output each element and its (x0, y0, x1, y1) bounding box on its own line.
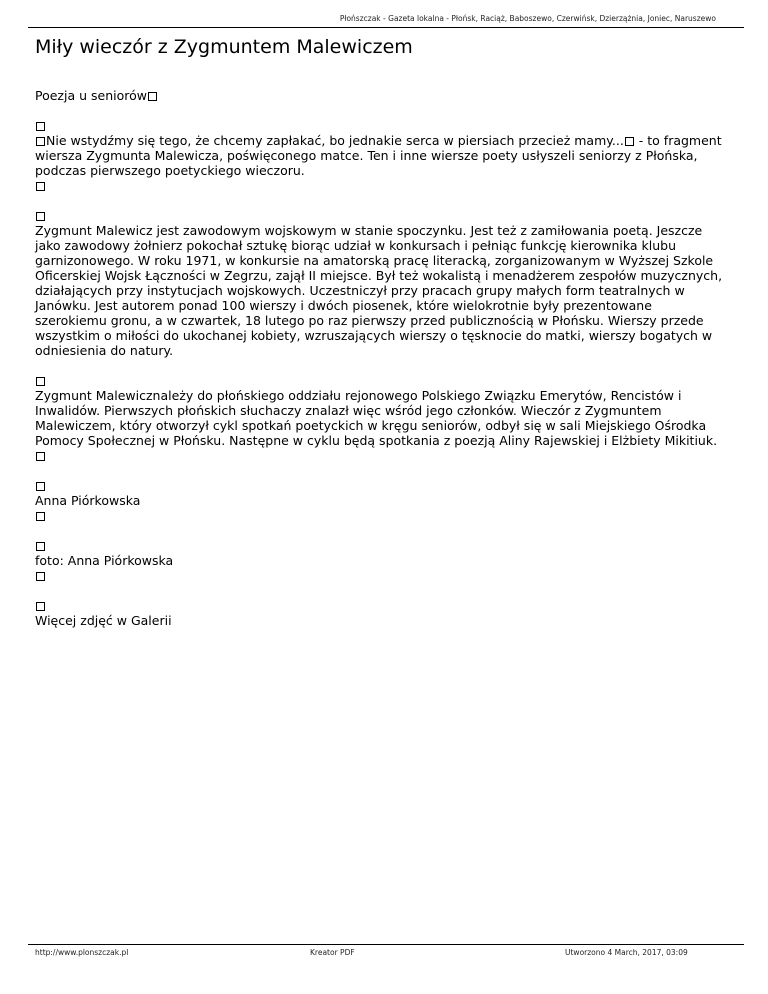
footer-divider (28, 944, 744, 945)
missing-glyph-icon (36, 452, 45, 461)
article-paragraph-bio: Zygmunt Malewicz jest zawodowym wojskowym w stanie spoczynku. Jest też z zamiłowania poetą. Jeszcze jako zawodowy żołnierz pokochał sztukę biorąc udział w konkursach i pełniąc funkcję kierownika klubu garnizonowego. W roku 1971, w konkursie na amatorską pracę literacką, zorganizowanym w Wyższej Szkole Oficerskiej Wojsk Łączności w Zegrzu, zajął II miejsce. Był też wokalistą i menadżerem zespołów muzycznych, działających przy instytucjach wojskowych. Uczestniczył przy pracach grupy małych form teatralnych w Janówku. Jest autorem ponad 100 wierszy i dwóch piosenek, które wielokrotnie były prezentowane szerokiemu gronu, a w czwartek, 18 lutego po raz pierwszy przed publicznością w Płońsku. Wierszy przede wszystkim o miłości do ukochanej kobiety, wzruszających wierszy o tęsknocie do matki, wierszy bogatych w odniesienia do natury. (35, 223, 723, 358)
article-body (35, 88, 725, 628)
missing-glyph-icon (36, 572, 45, 581)
article-lead: Poezja u seniorów (35, 88, 725, 103)
missing-glyph-icon (36, 602, 45, 611)
missing-glyph-icon (36, 512, 45, 521)
poem-quote: Nie wstydźmy się tego, że chcemy zapłakać, bo jednakie serca w piersiach przecież mamy... (46, 133, 624, 148)
article-title: Miły wieczór z Zygmuntem Malewiczem (35, 36, 413, 58)
article-author: Anna Piórkowska (35, 493, 141, 508)
footer-generator: Kreator PDF (310, 948, 355, 957)
header-divider (28, 27, 744, 28)
page-header-site-line: Płońszczak - Gazeta lokalna - Płońsk, Raciąż, Baboszewo, Czerwińsk, Dzierzążnia, Joniec, Naruszewo (339, 14, 716, 23)
footer-url[interactable]: http://www.plonszczak.pl (35, 948, 129, 957)
missing-glyph-icon (36, 212, 45, 221)
missing-glyph-icon (36, 377, 45, 386)
article-intro: Nie wstydźmy się tego, że chcemy zapłakać, bo jednakie serca w piersiach przecież mamy... - to fragment wiersza Zygmunta Malewicza, poświęconego matce. Ten i inne wiersze poety usłyszeli seniorzy z Płońska, podczas pierwszego poetyckiego wieczoru. (35, 133, 722, 178)
missing-glyph-icon (36, 137, 45, 146)
article-paragraph-event: Zygmunt Malewicznależy do płońskiego oddziału rejonowego Polskiego Związku Emerytów, Rencistów i Inwalidów. Pierwszych płońskich słuchaczy znalazł więc wśród jego członków. Wieczór z Zygmuntem Malewiczem, który otworzył cykl spotkań poetyckich w kręgu seniorów, odbył się w sali Miejskiego Ośrodka Pomocy Społecznej w Płońsku. Następne w cyklu będą spotkania z poezją Aliny Rajewskiej i Elżbiety Mikitiuk. (35, 388, 718, 448)
missing-glyph-icon (36, 182, 45, 191)
missing-glyph-icon (36, 542, 45, 551)
missing-glyph-icon (36, 122, 45, 131)
gallery-link[interactable]: Więcej zdjęć w Galerii (35, 613, 172, 628)
missing-glyph-icon (36, 482, 45, 491)
footer-created-date: Utworzono 4 March, 2017, 03:09 (565, 948, 688, 957)
photo-credit: foto: Anna Piórkowska (35, 553, 174, 568)
missing-glyph-icon (625, 137, 634, 146)
missing-glyph-icon (148, 92, 157, 101)
